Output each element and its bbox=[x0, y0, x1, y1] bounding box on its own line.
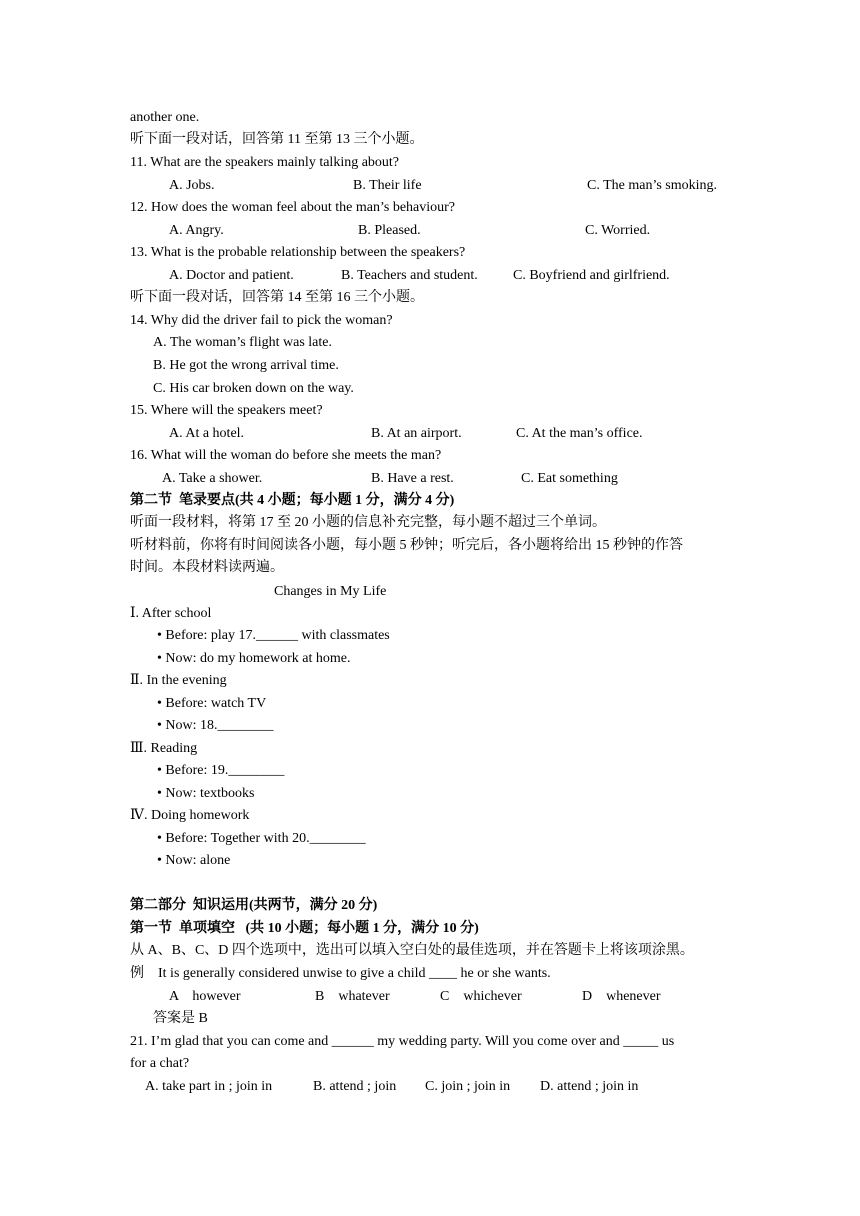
example-option-b: B whatever bbox=[315, 989, 390, 1004]
option-12b: B. Pleased. bbox=[358, 223, 421, 238]
option-16a: A. Take a shower. bbox=[162, 471, 263, 486]
outline-heading: Ⅱ. In the evening bbox=[130, 673, 227, 688]
outline-item: • Now: textbooks bbox=[157, 786, 255, 801]
option-12c: C. Worried. bbox=[585, 223, 651, 238]
option-11b: B. Their life bbox=[353, 178, 422, 193]
option-13a: A. Doctor and patient. bbox=[169, 268, 294, 283]
outline-item: • Now: alone bbox=[157, 853, 231, 868]
option-21a: A. take part in ; join in bbox=[145, 1079, 273, 1094]
question-21-continued: for a chat? bbox=[130, 1056, 190, 1071]
section-heading: 第二节 笔录要点(共 4 小题；每小题 1 分，满分 4 分) bbox=[130, 493, 455, 508]
outline-heading: Ⅲ. Reading bbox=[130, 741, 198, 756]
option-12a: A. Angry. bbox=[169, 223, 224, 238]
example-question: 例 It is generally considered unwise to give a child ____ he or she wants. bbox=[130, 966, 551, 981]
option-13c: C. Boyfriend and girlfriend. bbox=[513, 268, 670, 283]
option-14b: B. He got the wrong arrival time. bbox=[153, 358, 339, 373]
outline-item: • Before: watch TV bbox=[157, 696, 267, 711]
outline-heading: Ⅳ. Doing homework bbox=[130, 808, 250, 823]
question-16: 16. What will the woman do before she meets the man? bbox=[130, 448, 442, 463]
option-21b: B. attend ; join bbox=[313, 1079, 397, 1094]
outline-item: • Before: Together with 20.________ bbox=[157, 831, 366, 846]
option-15b: B. At an airport. bbox=[371, 426, 462, 441]
part-heading: 第二部分 知识运用(共两节，满分 20 分) bbox=[130, 898, 378, 913]
section-instruction: 听下面一段对话，回答第 14 至第 16 三个小题。 bbox=[130, 290, 424, 305]
example-answer: 答案是 B bbox=[153, 1011, 208, 1026]
option-15a: A. At a hotel. bbox=[169, 426, 245, 441]
instruction-text: 听材料前，你将有时间阅读各小题，每小题 5 秒钟；听完后，各小题将给出 15 秒钟的作答 bbox=[130, 538, 683, 553]
option-14a: A. The woman’s flight was late. bbox=[153, 335, 332, 350]
question-14: 14. Why did the driver fail to pick the woman? bbox=[130, 313, 393, 328]
option-21d: D. attend ; join in bbox=[540, 1079, 639, 1094]
example-option-d: D whenever bbox=[582, 989, 661, 1004]
outline-heading: Ⅰ. After school bbox=[130, 606, 212, 621]
question-15: 15. Where will the speakers meet? bbox=[130, 403, 323, 418]
option-21c: C. join ; join in bbox=[425, 1079, 511, 1094]
outline-title: Changes in My Life bbox=[274, 584, 387, 599]
example-option-c: C whichever bbox=[440, 989, 522, 1004]
option-14c: C. His car broken down on the way. bbox=[153, 381, 354, 396]
option-16c: C. Eat something bbox=[521, 471, 618, 486]
question-21: 21. I’m glad that you can come and ______ my wedding party. Will you come over and _____ us bbox=[130, 1034, 675, 1049]
option-11c: C. The man’s smoking. bbox=[587, 178, 718, 193]
section-instruction: 听下面一段对话，回答第 11 至第 13 三个小题。 bbox=[130, 132, 424, 147]
question-13: 13. What is the probable relationship between the speakers? bbox=[130, 245, 466, 260]
outline-item: • Now: do my homework at home. bbox=[157, 651, 351, 666]
option-16b: B. Have a rest. bbox=[371, 471, 454, 486]
section-heading: 第一节 单项填空 (共 10 小题；每小题 1 分，满分 10 分) bbox=[130, 921, 479, 936]
question-12: 12. How does the woman feel about the man’s behaviour? bbox=[130, 200, 456, 215]
instruction-text: 时间。本段材料读两遍。 bbox=[130, 560, 284, 575]
option-13b: B. Teachers and student. bbox=[341, 268, 478, 283]
option-15c: C. At the man’s office. bbox=[516, 426, 643, 441]
instruction-text: 听面一段材料，将第 17 至 20 小题的信息补充完整，每小题不超过三个单词。 bbox=[130, 515, 606, 530]
outline-item: • Now: 18.________ bbox=[157, 718, 274, 733]
text-line: another one. bbox=[130, 110, 200, 125]
instruction-text: 从 A、B、C、D 四个选项中，选出可以填入空白处的最佳选项，并在答题卡上将该项涂黑。 bbox=[130, 943, 694, 958]
question-11: 11. What are the speakers mainly talking about? bbox=[130, 155, 400, 170]
option-11a: A. Jobs. bbox=[169, 178, 215, 193]
example-option-a: A however bbox=[169, 989, 241, 1004]
outline-item: • Before: 19.________ bbox=[157, 763, 285, 778]
outline-item: • Before: play 17.______ with classmates bbox=[157, 628, 390, 643]
